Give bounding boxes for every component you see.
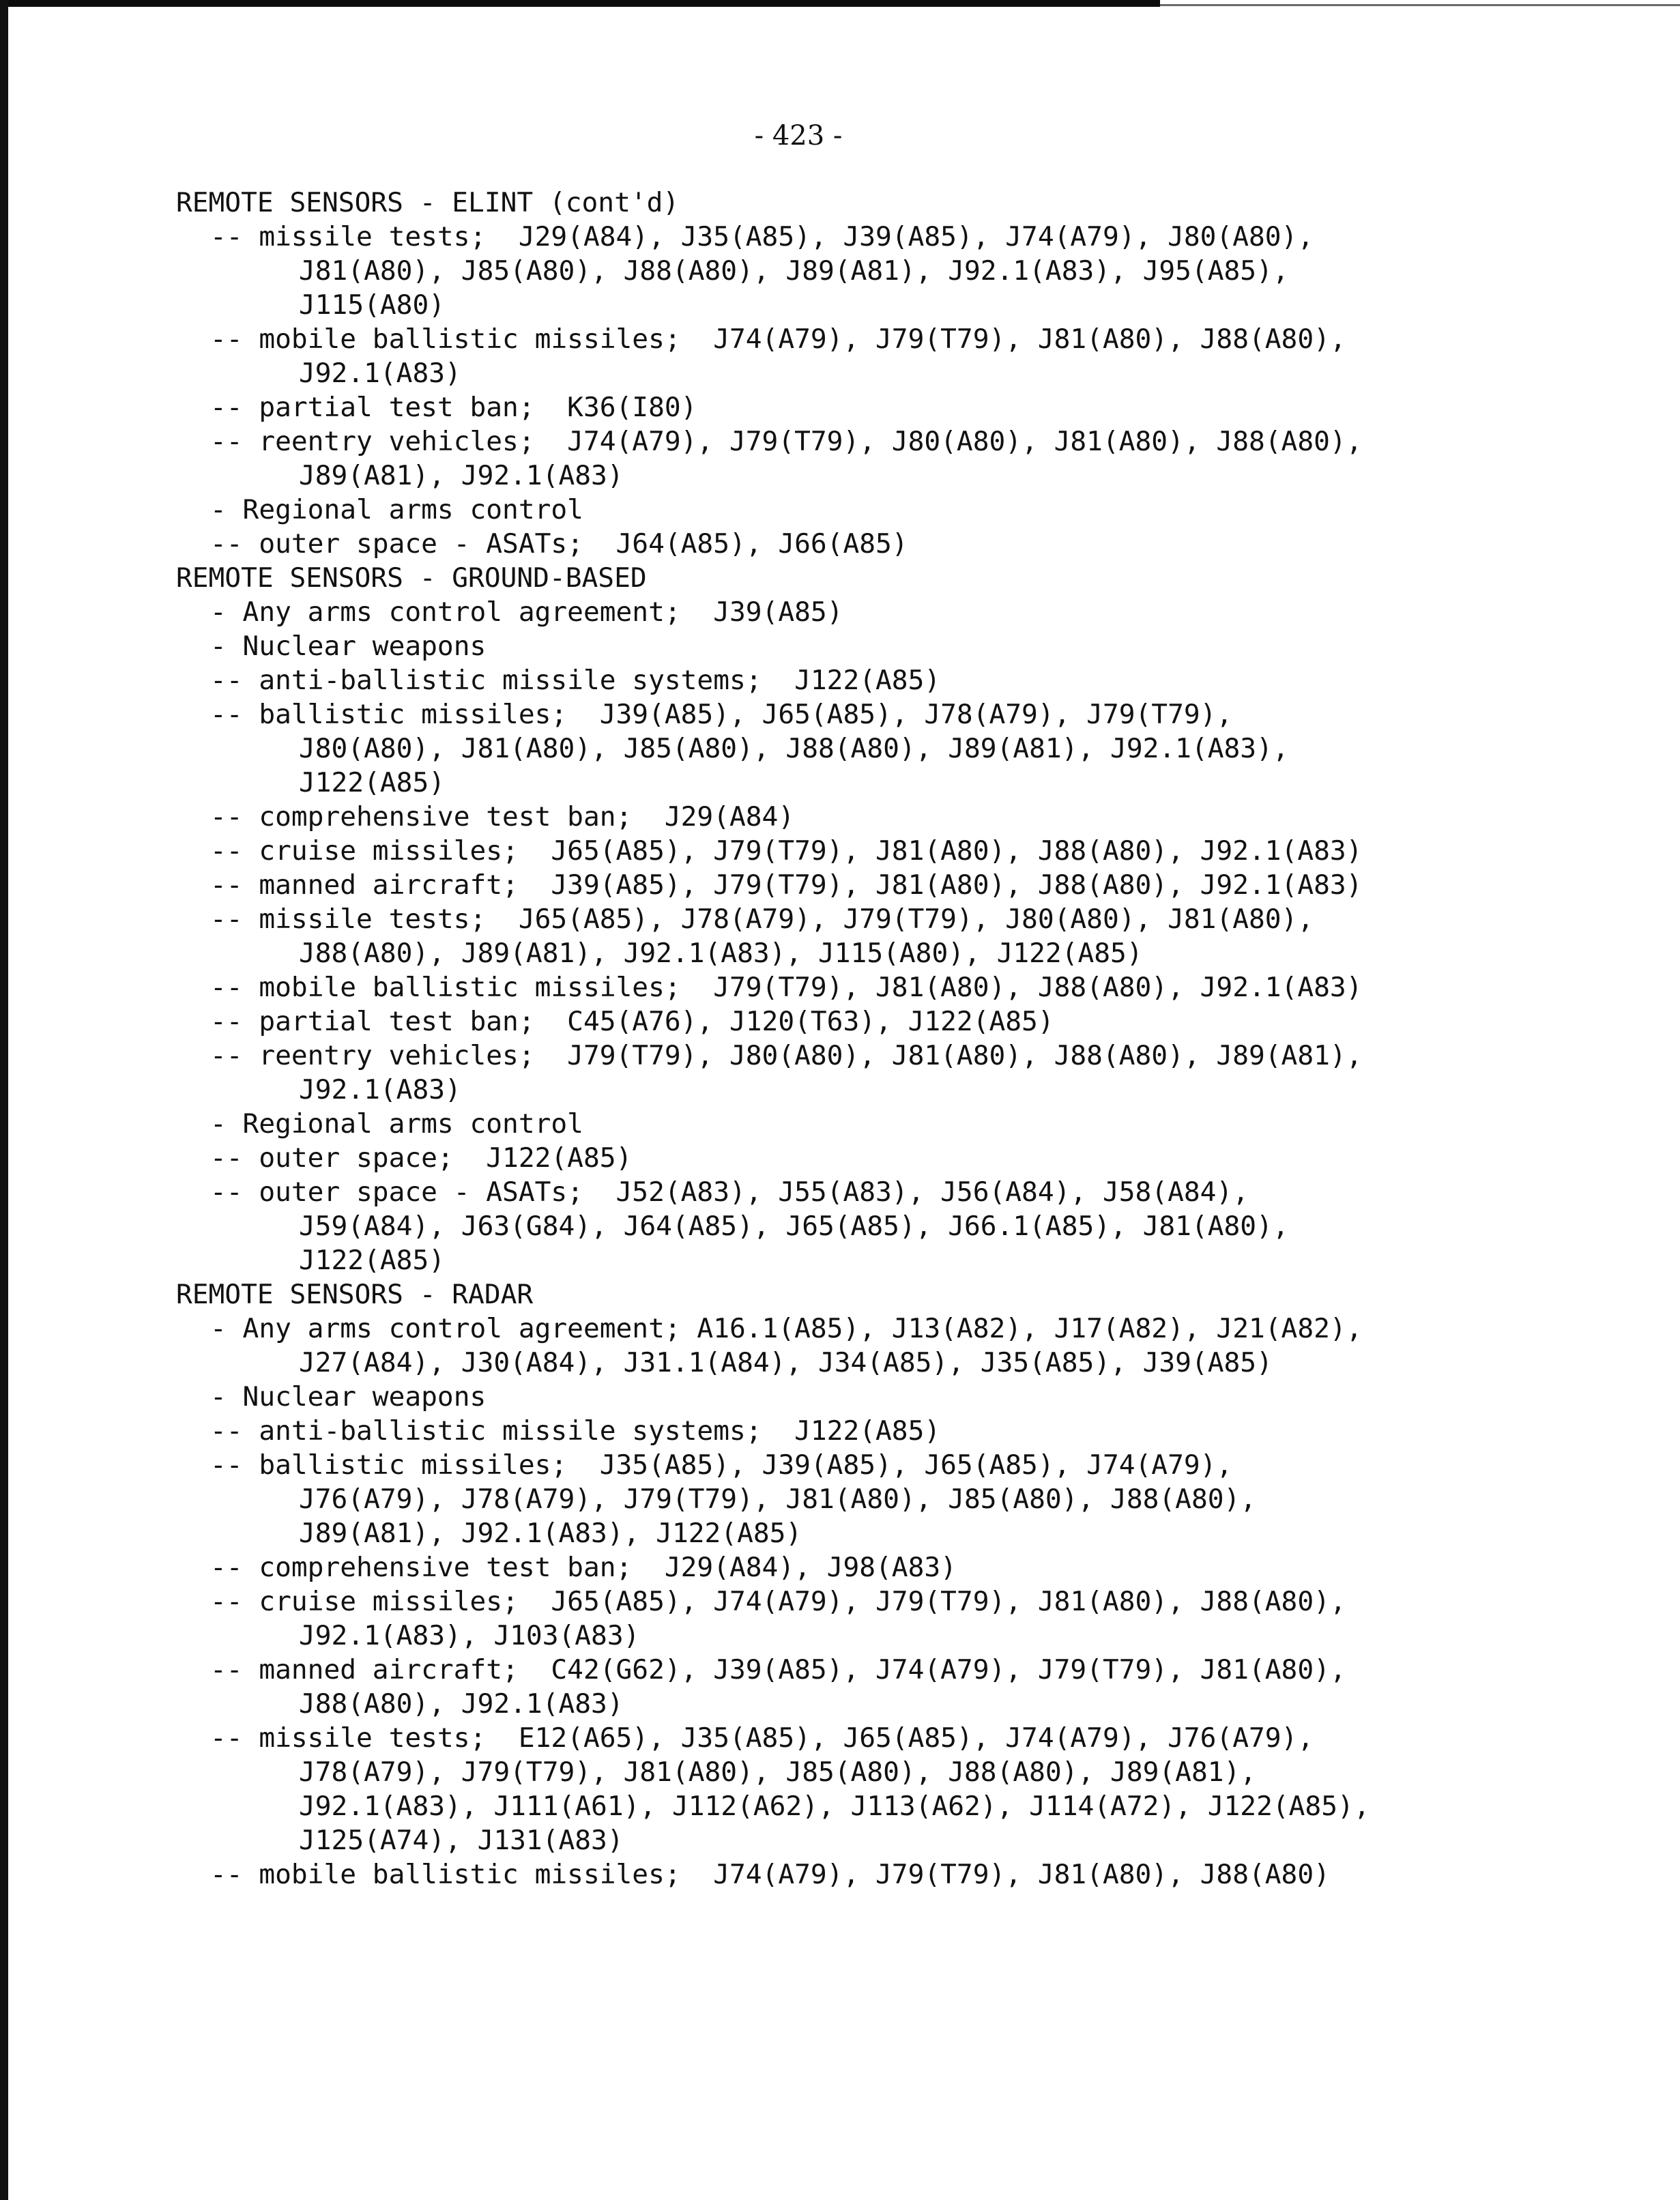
- index-entry: -- outer space - ASATs; J64(A85), J66(A85): [210, 528, 908, 560]
- index-entry: -- manned aircraft; C42(G62), J39(A85), J74(A79), J79(T79), J81(A80),: [210, 1654, 1346, 1685]
- index-entry-continuation: J88(A80), J92.1(A83): [299, 1688, 624, 1720]
- index-entry-continuation: J59(A84), J63(G84), J64(A85), J65(A85), J66.1(A85), J81(A80),: [299, 1211, 1289, 1242]
- index-entry-continuation: J27(A84), J30(A84), J31.1(A84), J34(A85), J35(A85), J39(A85): [299, 1347, 1273, 1378]
- index-entry: -- missile tests; E12(A65), J35(A85), J65(A85), J74(A79), J76(A79),: [210, 1722, 1314, 1754]
- scan-edge-top: [0, 0, 1160, 7]
- index-entry: -- missile tests; J65(A85), J78(A79), J79(T79), J80(A80), J81(A80),: [210, 903, 1314, 935]
- index-entry-continuation: J122(A85): [299, 1245, 446, 1276]
- index-entry-continuation: J78(A79), J79(T79), J81(A80), J85(A80), J88(A80), J89(A81),: [299, 1756, 1257, 1788]
- index-entry-continuation: J88(A80), J89(A81), J92.1(A83), J115(A80), J122(A85): [299, 938, 1143, 969]
- index-entry: - Regional arms control: [210, 494, 583, 525]
- index-entry-continuation: J81(A80), J85(A80), J88(A80), J89(A81), J92.1(A83), J95(A85),: [299, 255, 1289, 287]
- index-entry: - Regional arms control: [210, 1108, 583, 1140]
- index-entry: -- partial test ban; C45(A76), J120(T63), J122(A85): [210, 1006, 1054, 1037]
- section-heading: REMOTE SENSORS - RADAR: [176, 1279, 534, 1310]
- index-entry: -- ballistic missiles; J35(A85), J39(A85), J65(A85), J74(A79),: [210, 1449, 1233, 1481]
- index-entry: -- reentry vehicles; J79(T79), J80(A80), J81(A80), J88(A80), J89(A81),: [210, 1040, 1363, 1071]
- index-entry: -- manned aircraft; J39(A85), J79(T79), J81(A80), J88(A80), J92.1(A83): [210, 869, 1363, 901]
- index-entry: -- cruise missiles; J65(A85), J79(T79), J81(A80), J88(A80), J92.1(A83): [210, 835, 1363, 867]
- page-number: - 423 -: [754, 120, 843, 151]
- index-entry: -- mobile ballistic missiles; J74(A79), J79(T79), J81(A80), J88(A80),: [210, 323, 1346, 355]
- index-entry-continuation: J89(A81), J92.1(A83): [299, 460, 624, 491]
- scan-edge-left: [0, 0, 8, 2200]
- index-entry: - Nuclear weapons: [210, 631, 487, 662]
- index-entry-continuation: J122(A85): [299, 767, 446, 798]
- index-entry: -- ballistic missiles; J39(A85), J65(A85), J78(A79), J79(T79),: [210, 699, 1233, 730]
- index-entry: - Any arms control agreement; J39(A85): [210, 596, 843, 628]
- section-heading: REMOTE SENSORS - ELINT (cont'd): [176, 187, 680, 218]
- index-entry: -- outer space - ASATs; J52(A83), J55(A83), J56(A84), J58(A84),: [210, 1176, 1249, 1208]
- index-entry-continuation: J76(A79), J78(A79), J79(T79), J81(A80), J85(A80), J88(A80),: [299, 1483, 1257, 1515]
- index-entry: - Nuclear weapons: [210, 1381, 487, 1413]
- index-entries: [176, 186, 1445, 1892]
- index-entry: -- reentry vehicles; J74(A79), J79(T79), J80(A80), J81(A80), J88(A80),: [210, 426, 1363, 457]
- index-entry: -- missile tests; J29(A84), J35(A85), J39(A85), J74(A79), J80(A80),: [210, 221, 1314, 252]
- index-entry: - Any arms control agreement; A16.1(A85), J13(A82), J17(A82), J21(A82),: [210, 1313, 1363, 1344]
- index-entry-continuation: J89(A81), J92.1(A83), J122(A85): [299, 1518, 802, 1549]
- index-entry: -- anti-ballistic missile systems; J122(A85): [210, 665, 941, 696]
- index-entry-continuation: J80(A80), J81(A80), J85(A80), J88(A80), J89(A81), J92.1(A83),: [299, 733, 1289, 764]
- index-entry: -- anti-ballistic missile systems; J122(A85): [210, 1415, 941, 1447]
- index-entry: -- outer space; J122(A85): [210, 1142, 633, 1174]
- index-entry: -- comprehensive test ban; J29(A84): [210, 801, 795, 833]
- index-entry-continuation: J115(A80): [299, 289, 446, 321]
- index-entry: -- mobile ballistic missiles; J79(T79), J81(A80), J88(A80), J92.1(A83): [210, 972, 1363, 1003]
- index-entry: -- comprehensive test ban; J29(A84), J98(A83): [210, 1552, 957, 1583]
- index-entry-continuation: J92.1(A83), J111(A61), J112(A62), J113(A62), J114(A72), J122(A85),: [299, 1791, 1370, 1822]
- index-entry: -- partial test ban; K36(I80): [210, 392, 697, 423]
- index-entry: -- cruise missiles; J65(A85), J74(A79), J79(T79), J81(A80), J88(A80),: [210, 1586, 1346, 1617]
- index-entry-continuation: J125(A74), J131(A83): [299, 1825, 624, 1856]
- index-entry-continuation: J92.1(A83), J103(A83): [299, 1620, 640, 1651]
- index-entry: -- mobile ballistic missiles; J74(A79), J79(T79), J81(A80), J88(A80): [210, 1859, 1330, 1890]
- section-heading: REMOTE SENSORS - GROUND-BASED: [176, 562, 647, 594]
- index-entry-continuation: J92.1(A83): [299, 358, 461, 389]
- scan-edge-top-thin: [1160, 4, 1680, 6]
- index-entry-continuation: J92.1(A83): [299, 1074, 461, 1105]
